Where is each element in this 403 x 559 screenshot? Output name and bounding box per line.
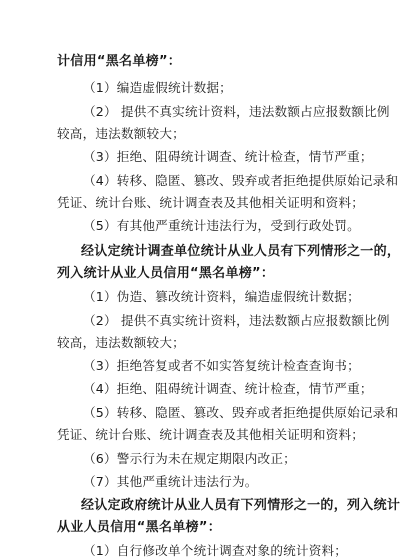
paragraph-line: （3）拒绝、阻碍统计调查、统计检查，情节严重； (83, 149, 373, 164)
paragraph-heading-line: 经认定政府统计从业人员有下列情形之一的，列入统计 (81, 498, 401, 513)
paragraph-line: （7）其他严重统计违法行为。 (83, 474, 258, 489)
paragraph-line: 凭证、统计台账、统计调查表及其他相关证明和资料； (57, 195, 365, 210)
paragraph-line: （5）转移、隐匿、篡改、毁弃或者拒绝提供原始记录和 (83, 405, 399, 420)
paragraph-heading-line: 列入统计从业人员信用“黑名单榜”： (57, 266, 275, 281)
paragraph-heading-line: 从业人员信用“黑名单榜”： (57, 520, 221, 535)
paragraph-line: （2） 提供不真实统计资料，违法数额占应报数额比例 (83, 313, 390, 328)
paragraph-heading-line: 经认定统计调查单位统计从业人员有下列情形之一的， (81, 244, 401, 259)
paragraph-line: （2） 提供不真实统计资料，违法数额占应报数额比例 (83, 104, 390, 119)
paragraph-line: （4）拒绝、阻碍统计调查、统计检查，情节严重； (83, 381, 373, 396)
paragraph-line: （1）编造虚假统计数据； (83, 80, 232, 95)
paragraph-line: 计信用“黑名单榜”： (57, 54, 182, 69)
paragraph-line: （5）有其他严重统计违法行为，受到行政处罚。 (83, 218, 360, 233)
paragraph-line: （6）警示行为未在规定期限内改正； (83, 451, 296, 466)
paragraph-line: 较高，违法数额较大； (57, 126, 185, 141)
paragraph-line: （1）伪造、篡改统计资料，编造虚假统计数据； (83, 289, 360, 304)
paragraph-line: 凭证、统计台账、统计调查表及其他相关证明和资料； (57, 427, 365, 442)
paragraph-line: （4）转移、隐匿、篡改、毁弃或者拒绝提供原始记录和 (83, 173, 399, 188)
paragraph-line: 较高，违法数额较大； (57, 335, 185, 350)
paragraph-line: （1）自行修改单个统计调查对象的统计资料； (83, 543, 348, 558)
paragraph-line: （3）拒绝答复或者不如实答复统计检查查询书； (83, 358, 360, 373)
